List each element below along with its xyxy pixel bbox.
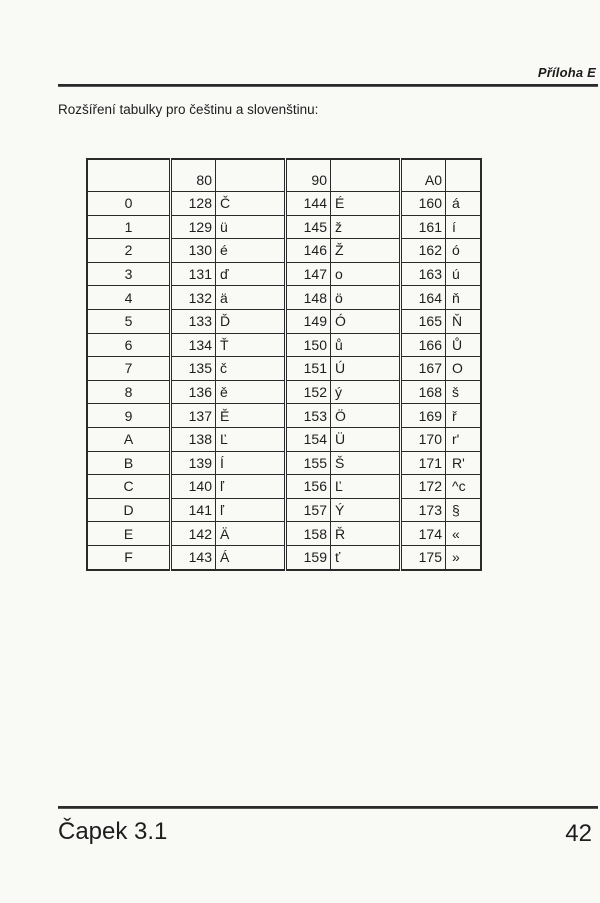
code-a0-cell: 164 bbox=[401, 286, 446, 310]
glyph-90-cell: ť bbox=[331, 545, 401, 569]
glyph-a0-cell: í bbox=[446, 215, 482, 239]
page-number: 42 bbox=[565, 820, 592, 847]
hex-digit-cell: D bbox=[87, 498, 171, 522]
table-caption: Rozšíření tabulky pro češtinu a slovenštinu: bbox=[58, 102, 319, 117]
glyph-90-cell: ö bbox=[331, 286, 401, 310]
glyph-80-cell: Á bbox=[216, 545, 286, 569]
table-row bbox=[87, 545, 481, 569]
code-80-cell: 129 bbox=[171, 215, 216, 239]
glyph-90-cell: o bbox=[331, 262, 401, 286]
code-80-cell: 132 bbox=[171, 286, 216, 310]
hex-digit-cell: A bbox=[87, 427, 171, 451]
glyph-a0-cell: R' bbox=[446, 451, 482, 475]
code-90-cell: 154 bbox=[286, 427, 331, 451]
code-90-cell: 152 bbox=[286, 380, 331, 404]
code-80-cell: 143 bbox=[171, 545, 216, 569]
code-a0-cell: 175 bbox=[401, 545, 446, 569]
code-90-cell: 159 bbox=[286, 545, 331, 569]
glyph-a0-cell: Ů bbox=[446, 333, 482, 357]
code-90-cell: 157 bbox=[286, 498, 331, 522]
glyph-a0-cell: ó bbox=[446, 239, 482, 263]
code-a0-cell: 171 bbox=[401, 451, 446, 475]
code-80-cell: 137 bbox=[171, 404, 216, 428]
code-a0-cell: 162 bbox=[401, 239, 446, 263]
glyph-90-cell: Ö bbox=[331, 404, 401, 428]
footer-rule bbox=[58, 806, 598, 809]
code-90-cell: 150 bbox=[286, 333, 331, 357]
glyph-80-cell: Č bbox=[216, 192, 286, 216]
glyph-80-cell: Ä bbox=[216, 522, 286, 546]
hex-digit-cell: F bbox=[87, 545, 171, 569]
header-blank-cell bbox=[446, 159, 482, 192]
glyph-a0-cell: O bbox=[446, 357, 482, 381]
glyph-80-cell: é bbox=[216, 239, 286, 263]
code-80-cell: 135 bbox=[171, 357, 216, 381]
glyph-90-cell: Ž bbox=[331, 239, 401, 263]
glyph-90-cell: Ó bbox=[331, 309, 401, 333]
code-80-cell: 134 bbox=[171, 333, 216, 357]
glyph-a0-cell: ň bbox=[446, 286, 482, 310]
glyph-80-cell: Ľ bbox=[216, 427, 286, 451]
code-90-cell: 158 bbox=[286, 522, 331, 546]
hex-digit-cell: C bbox=[87, 475, 171, 499]
hex-digit-cell: 9 bbox=[87, 404, 171, 428]
glyph-80-cell: Ě bbox=[216, 404, 286, 428]
code-a0-cell: 168 bbox=[401, 380, 446, 404]
code-90-cell: 145 bbox=[286, 215, 331, 239]
code-90-cell: 149 bbox=[286, 309, 331, 333]
glyph-80-cell: ě bbox=[216, 380, 286, 404]
code-a0-cell: 166 bbox=[401, 333, 446, 357]
glyph-90-cell: É bbox=[331, 192, 401, 216]
glyph-90-cell: Ľ bbox=[331, 475, 401, 499]
hex-digit-cell: 8 bbox=[87, 380, 171, 404]
glyph-80-cell: ľ bbox=[216, 498, 286, 522]
code-90-cell: 153 bbox=[286, 404, 331, 428]
glyph-a0-cell: « bbox=[446, 522, 482, 546]
table-header-row bbox=[87, 159, 481, 192]
code-80-cell: 142 bbox=[171, 522, 216, 546]
hex-digit-cell: 3 bbox=[87, 262, 171, 286]
glyph-90-cell: ž bbox=[331, 215, 401, 239]
table-row bbox=[87, 333, 481, 357]
code-a0-cell: 169 bbox=[401, 404, 446, 428]
table-row bbox=[87, 522, 481, 546]
code-90-cell: 144 bbox=[286, 192, 331, 216]
appendix-title: Příloha E bbox=[537, 65, 596, 80]
header-blank-cell bbox=[331, 159, 401, 192]
hex-digit-cell: E bbox=[87, 522, 171, 546]
hex-digit-cell: 2 bbox=[87, 239, 171, 263]
code-a0-cell: 170 bbox=[401, 427, 446, 451]
table-row bbox=[87, 380, 481, 404]
column-header-80: 80 bbox=[171, 159, 216, 192]
code-a0-cell: 167 bbox=[401, 357, 446, 381]
glyph-80-cell: ľ bbox=[216, 475, 286, 499]
code-80-cell: 128 bbox=[171, 192, 216, 216]
code-a0-cell: 165 bbox=[401, 309, 446, 333]
code-a0-cell: 173 bbox=[401, 498, 446, 522]
table-row bbox=[87, 215, 481, 239]
glyph-90-cell: Ý bbox=[331, 498, 401, 522]
glyph-90-cell: Ü bbox=[331, 427, 401, 451]
column-header-a0: A0 bbox=[401, 159, 446, 192]
glyph-80-cell: ď bbox=[216, 262, 286, 286]
code-80-cell: 139 bbox=[171, 451, 216, 475]
code-80-cell: 138 bbox=[171, 427, 216, 451]
glyph-90-cell: ý bbox=[331, 380, 401, 404]
hex-digit-cell: 1 bbox=[87, 215, 171, 239]
glyph-80-cell: č bbox=[216, 357, 286, 381]
column-header-90: 90 bbox=[286, 159, 331, 192]
table-row bbox=[87, 357, 481, 381]
glyph-a0-cell: » bbox=[446, 545, 482, 569]
glyph-a0-cell: ú bbox=[446, 262, 482, 286]
code-90-cell: 148 bbox=[286, 286, 331, 310]
glyph-80-cell: ä bbox=[216, 286, 286, 310]
hex-digit-cell: B bbox=[87, 451, 171, 475]
code-80-cell: 136 bbox=[171, 380, 216, 404]
glyph-a0-cell: r' bbox=[446, 427, 482, 451]
table-row bbox=[87, 309, 481, 333]
code-90-cell: 146 bbox=[286, 239, 331, 263]
glyph-a0-cell: § bbox=[446, 498, 482, 522]
table-row bbox=[87, 427, 481, 451]
table-row bbox=[87, 192, 481, 216]
code-a0-cell: 161 bbox=[401, 215, 446, 239]
code-a0-cell: 160 bbox=[401, 192, 446, 216]
table-row bbox=[87, 286, 481, 310]
glyph-a0-cell: á bbox=[446, 192, 482, 216]
code-80-cell: 141 bbox=[171, 498, 216, 522]
table-row bbox=[87, 262, 481, 286]
table-row bbox=[87, 498, 481, 522]
code-a0-cell: 172 bbox=[401, 475, 446, 499]
header-blank-cell bbox=[216, 159, 286, 192]
code-80-cell: 130 bbox=[171, 239, 216, 263]
glyph-a0-cell: Ň bbox=[446, 309, 482, 333]
hex-digit-cell: 0 bbox=[87, 192, 171, 216]
code-a0-cell: 174 bbox=[401, 522, 446, 546]
hex-digit-cell: 7 bbox=[87, 357, 171, 381]
table-row bbox=[87, 451, 481, 475]
table-row bbox=[87, 239, 481, 263]
glyph-90-cell: Š bbox=[331, 451, 401, 475]
header-rule bbox=[58, 84, 598, 87]
header-blank-cell bbox=[87, 159, 171, 192]
code-80-cell: 140 bbox=[171, 475, 216, 499]
glyph-80-cell: Ď bbox=[216, 309, 286, 333]
code-90-cell: 155 bbox=[286, 451, 331, 475]
glyph-80-cell: Í bbox=[216, 451, 286, 475]
code-80-cell: 131 bbox=[171, 262, 216, 286]
code-80-cell: 133 bbox=[171, 309, 216, 333]
glyph-90-cell: Ř bbox=[331, 522, 401, 546]
glyph-a0-cell: ^c bbox=[446, 475, 482, 499]
footer-product-name: Čapek 3.1 bbox=[58, 818, 168, 845]
code-90-cell: 147 bbox=[286, 262, 331, 286]
charset-table bbox=[86, 158, 482, 571]
code-90-cell: 156 bbox=[286, 475, 331, 499]
glyph-80-cell: ü bbox=[216, 215, 286, 239]
glyph-90-cell: ů bbox=[331, 333, 401, 357]
hex-digit-cell: 6 bbox=[87, 333, 171, 357]
code-90-cell: 151 bbox=[286, 357, 331, 381]
hex-digit-cell: 4 bbox=[87, 286, 171, 310]
hex-digit-cell: 5 bbox=[87, 309, 171, 333]
glyph-a0-cell: ř bbox=[446, 404, 482, 428]
glyph-a0-cell: š bbox=[446, 380, 482, 404]
glyph-90-cell: Ú bbox=[331, 357, 401, 381]
code-a0-cell: 163 bbox=[401, 262, 446, 286]
table-row bbox=[87, 475, 481, 499]
table-row bbox=[87, 404, 481, 428]
glyph-80-cell: Ť bbox=[216, 333, 286, 357]
